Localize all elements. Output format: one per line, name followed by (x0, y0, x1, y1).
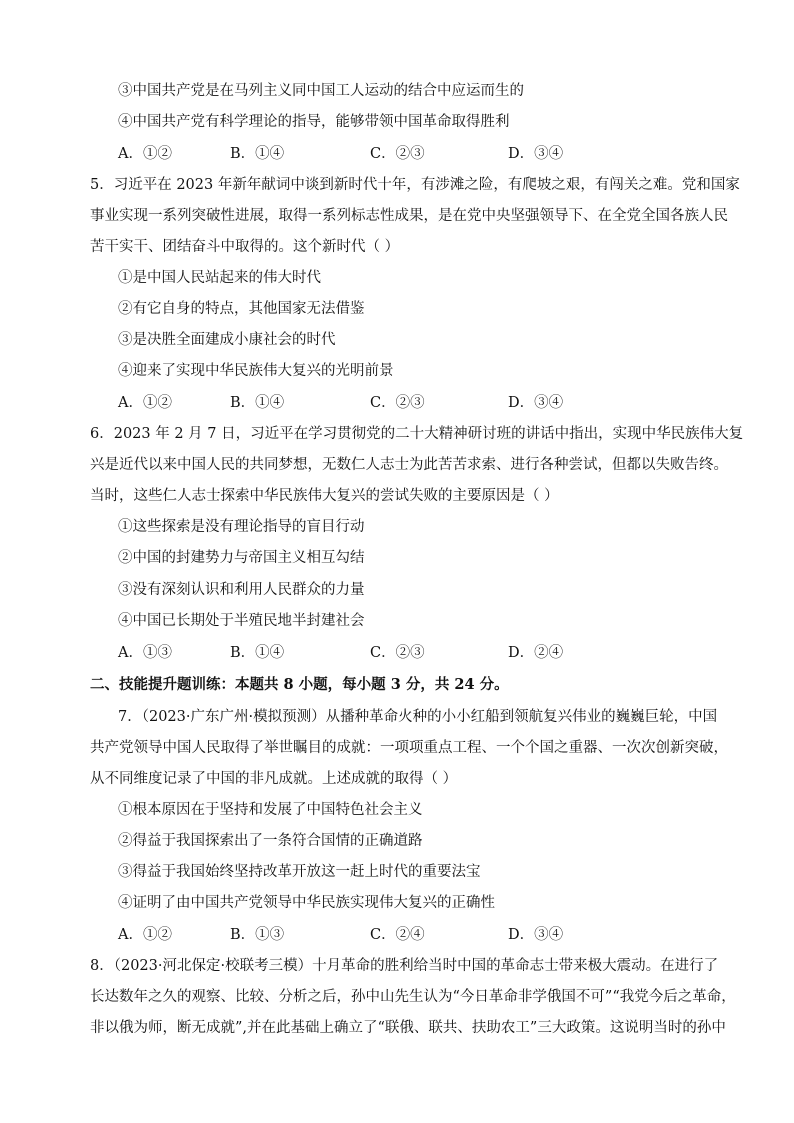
prev-question-item-3: ③中国共产党是在马列主义同中国工人运动的结合中应运而生的 (118, 83, 524, 99)
option-a: A．①② (118, 146, 172, 162)
option-a: A．①② (118, 927, 172, 943)
q7-item-3: ③得益于我国始终坚持改革开放这一赶上时代的重要法宝 (118, 864, 481, 880)
option-b: B．①④ (230, 146, 285, 162)
option-d: D．③④ (508, 146, 564, 162)
q5-item-4: ④迎来了实现中华民族伟大复兴的光明前景 (118, 363, 394, 379)
q5-stem-line-3: 苦干实干、团结奋斗中取得的。这个新时代（ ） (90, 239, 400, 255)
q7-item-4: ④证明了由中国共产党领导中华民族实现伟大复兴的正确性 (118, 895, 495, 911)
q8-stem-line-2: 长达数年之久的观察、比较、分析之后，孙中山先生认为“今日革命非学俄国不可”“我党今后之革命， (90, 989, 736, 1005)
q5-stem-line-1: 5．习近平在 2023 年新年献词中谈到新时代十年，有涉滩之险，有爬坡之艰，有闯关之难。党和国家 (90, 177, 740, 193)
option-b: B．①④ (230, 645, 285, 661)
option-a: A．①③ (118, 645, 172, 661)
q5-item-2: ②有它自身的特点，其他国家无法借鉴 (118, 301, 365, 317)
q5-item-3: ③是决胜全面建成小康社会的时代 (118, 332, 336, 348)
q7-stem-line-1: 7．（2023·广东广州·模拟预测）从播种革命火种的小小红船到领航复兴伟业的巍巍巨轮，中国 (118, 709, 718, 725)
option-b: B．①③ (230, 927, 285, 943)
prev-question-item-4: ④中国共产党有科学理论的指导，能够带领中国革命取得胜利 (118, 114, 510, 130)
option-d: D．③④ (508, 927, 564, 943)
q7-item-2: ②得益于我国探索出了一条符合国情的正确道路 (118, 833, 423, 849)
q5-stem-line-2: 事业实现一系列突破性进展，取得一系列标志性成果，是在党中央坚强领导下、在全党全国各族人民 (90, 208, 728, 224)
q6-stem-line-1: 6．2023 年 2 月 7 日，习近平在学习贯彻党的二十大精神研讨班的讲话中指出，实现中华民族伟大复 (90, 426, 744, 442)
q6-item-2: ②中国的封建势力与帝国主义相互勾结 (118, 550, 365, 566)
q6-item-4: ④中国已长期处于半殖民地半封建社会 (118, 613, 365, 629)
q6-item-3: ③没有深刻认识和利用人民群众的力量 (118, 582, 365, 598)
option-d: D．③④ (508, 395, 564, 411)
option-a: A．①② (118, 395, 172, 411)
q6-stem-line-3: 当时，这些仁人志士探索中华民族伟大复兴的尝试失败的主要原因是（ ） (90, 488, 559, 504)
q7-stem-line-3: 从不同维度记录了中国的非凡成就。上述成就的取得（ ） (90, 771, 458, 787)
q6-stem-line-2: 兴是近代以来中国人民的共同梦想，无数仁人志士为此苦苦求索、进行各种尝试，但都以失败告终。 (90, 457, 728, 473)
q7-item-1: ①根本原因在于坚持和发展了中国特色社会主义 (118, 802, 423, 818)
option-c: C．②④ (370, 927, 425, 943)
option-d: D．②④ (508, 645, 564, 661)
option-c: C．②③ (370, 645, 425, 661)
q6-item-1: ①这些探索是没有理论指导的盲目行动 (118, 519, 365, 535)
q5-item-1: ①是中国人民站起来的伟大时代 (118, 270, 321, 286)
option-c: C．②③ (370, 146, 425, 162)
q8-stem-line-3: 非以俄为师，断无成就”,并在此基础上确立了“联俄、联共、扶助农工”三大政策。这说明当时的孙中 (90, 1020, 726, 1036)
q7-stem-line-2: 共产党领导中国人民取得了举世瞩目的成就：一项项重点工程、一个个国之重器、一次次创新突破， (90, 740, 728, 756)
q8-stem-line-1: 8．（2023·河北保定·校联考三模）十月革命的胜利给当时中国的革命志士带来极大震动。在进行了 (90, 958, 719, 974)
section-heading: 二、技能提升题训练：本题共 8 小题，每小题 3 分，共 24 分。 (90, 676, 509, 693)
option-c: C．②③ (370, 395, 425, 411)
option-b: B．①④ (230, 395, 285, 411)
